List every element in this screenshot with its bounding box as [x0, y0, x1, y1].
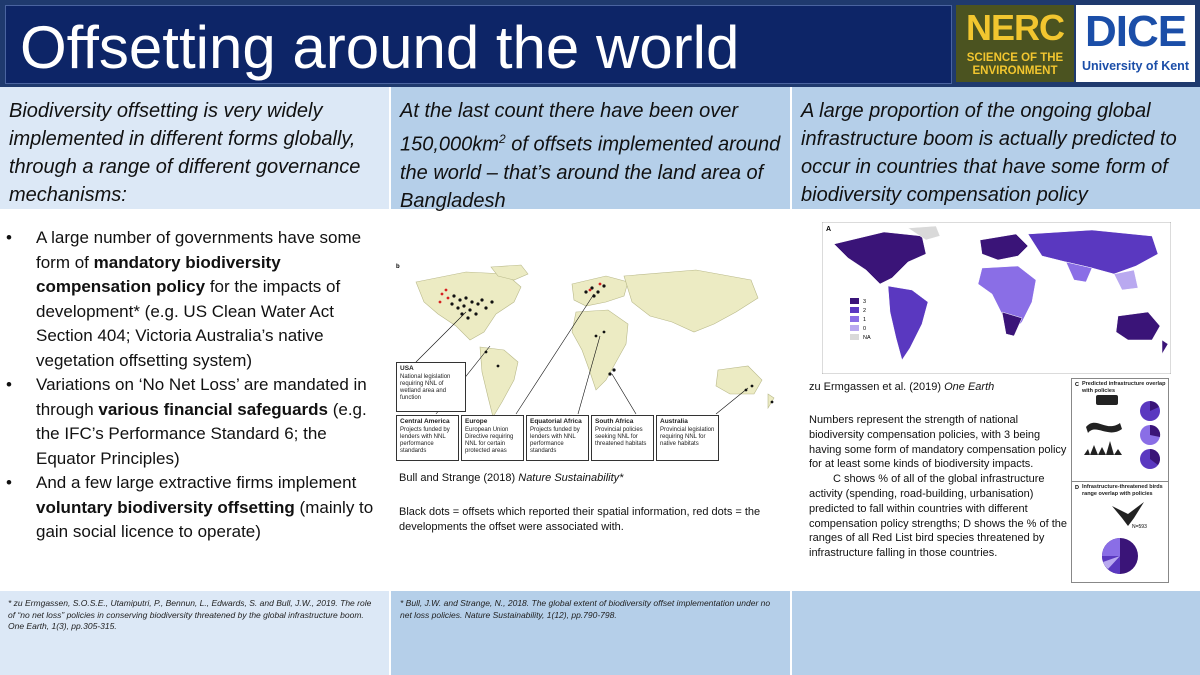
panel-letter-a: A — [826, 226, 832, 233]
north-america — [416, 272, 521, 340]
bullet-dot-icon: • — [6, 228, 12, 247]
offset-world-map-figure — [396, 262, 781, 462]
callout-box-south-africa — [591, 415, 654, 461]
bullet-text: (mainly to gain social licence to operate) — [36, 497, 374, 541]
callout-box-central-america — [396, 415, 459, 461]
column2-footnote: * Bull, J.W. and Strange, N., 2018. The global extent of biodiversity offset implementation under no net loss policies. Nature Sustainability, 1(12), pp.790-798. — [400, 598, 771, 620]
bullet-text: Variations on ‘No Net Loss’ are mandated in through — [36, 375, 367, 419]
australia — [716, 366, 762, 394]
africa — [572, 310, 628, 390]
callout-title: Central America — [400, 418, 450, 425]
callout-title: South Africa — [595, 418, 634, 425]
callout-box-australia — [656, 415, 719, 461]
panel-d-graphic — [1072, 482, 1168, 582]
panel-d-letter: D — [1075, 485, 1079, 491]
bullet-highlight: mandatory biodiversity compensation policy — [36, 252, 281, 296]
policy-strength-map-figure — [822, 222, 1171, 374]
dice-logo — [1076, 5, 1195, 82]
callout-text: Projects funded by lenders with NNL performance standards — [530, 427, 580, 454]
panel-d-pie — [1102, 538, 1138, 574]
panel-d-bird-range-overlap — [1071, 481, 1169, 583]
callout-title: Europe — [465, 418, 488, 425]
panel-c-infrastructure-overlap — [1071, 378, 1169, 482]
dice-logo-name: DICE — [1084, 7, 1187, 56]
caption-journal: One Earth — [944, 381, 995, 393]
column2-figure-caption — [399, 472, 623, 484]
europe — [572, 276, 628, 306]
caption-journal: Nature Sustainability* — [518, 472, 624, 484]
column2-intro-part2: of offsets implemented around the world – that’s around the land area of Bangladesh — [400, 133, 781, 212]
panel-c-icons — [1084, 395, 1122, 455]
legend-label: 3 — [863, 299, 867, 305]
world-map-policy-strength — [822, 222, 1171, 374]
legend-label: NA — [863, 335, 871, 341]
governance-bullet-list — [6, 226, 384, 545]
bullet-text: And a few large extractive firms implement — [36, 473, 357, 492]
panel-c-pies — [1140, 401, 1160, 469]
column3-footer — [792, 591, 1200, 675]
callout-box-equatorial-africa — [526, 415, 589, 461]
column3-intro-text: A large proportion of the ongoing global infrastructure boom is actually predicted to occur in countries that have some form of biodiversity compensation policy — [801, 100, 1177, 206]
callout-title: Equatorial Africa — [530, 418, 582, 425]
squared-superscript: 2 — [498, 132, 506, 146]
column1-intro-text: Biodiversity offsetting is very widely implemented in different forms globally, through a range of different governance mechanisms: — [9, 100, 361, 206]
callout-box-europe — [461, 415, 524, 461]
legend-label: 0 — [863, 326, 867, 332]
new-zealand — [768, 394, 774, 408]
panel-c-title: Predicted infrastructure overlap with policies — [1082, 381, 1166, 394]
bullet-item — [6, 373, 384, 471]
column1-footnote: * zu Ermgassen, S.O.S.E., Utamiputri, P., Bennun, L., Edwards, S. and Bull, J.W., 2019. The role of “no net loss” policies in conserving biodiversity threatened by the global infrastructure boom. One Earth, 1(3), pp.305-315. — [8, 598, 372, 631]
bullet-item — [6, 226, 384, 373]
callout-text: National legislation requiring NNL of wetland area and function — [400, 374, 451, 401]
callout-title: Australia — [660, 418, 688, 425]
asia — [624, 270, 758, 332]
continents — [416, 265, 774, 417]
column3-figure-notes — [809, 413, 1069, 561]
header-bar — [0, 0, 1200, 87]
panel-letter: b — [396, 264, 400, 270]
title-banner — [5, 5, 952, 84]
caption-authors: zu Ermgassen et al. (2019) — [809, 381, 945, 393]
bullet-item — [6, 471, 384, 545]
bullet-highlight: voluntary biodiversity offsetting — [36, 497, 295, 517]
panel-d-sample-size: N=593 — [1132, 524, 1147, 530]
page-title: Offsetting around the world — [20, 14, 740, 81]
column3-note-1: Numbers represent the strength of national biodiversity compensation policies, with 3 being having some form of mandatory compensation policy for at least some kinds of biodiversity impacts. — [809, 414, 1067, 471]
callout-title: USA — [400, 365, 414, 372]
column3-note-2: C shows % of all of the global infrastructure activity (spending, road-building, urbanisation) predicted to fall within countries with different compensation policy strengths; D shows the % of the ranges of all Red List bird species threatened by infrastructure falling in those countries. — [809, 473, 1068, 560]
panel-c-letter: C — [1075, 382, 1079, 388]
panel-c-graphic — [1072, 379, 1168, 481]
panel-d-title: Infrastructure-threatened birds range overlap with policies — [1082, 484, 1163, 497]
bullet-highlight: various financial safeguards — [98, 399, 328, 419]
column2-figure-note: Black dots = offsets which reported their spatial information, red dots = the developments the offset were associated with. — [399, 506, 761, 533]
bullet-dot-icon: • — [6, 375, 12, 394]
dice-logo-subtitle: University of Kent — [1082, 59, 1189, 73]
bullet-text: for the impacts of development* (e.g. US Clean Water Act Section 404; Victoria Australia’s native vegetation offsetting system) — [36, 277, 341, 370]
column-divider — [389, 87, 391, 675]
nerc-logo-name: NERC — [965, 7, 1064, 48]
bullet-text: A large number of governments have some form of — [36, 228, 362, 272]
nerc-logo-subtitle — [956, 52, 1074, 78]
callout-box-usa — [396, 362, 466, 412]
callout-text: Provincial legislation requiring NNL for native habitats — [660, 427, 715, 447]
bird-icon — [1112, 502, 1144, 526]
callout-text: Projects funded by lenders with NNL performance standards — [400, 427, 450, 454]
column-divider — [790, 87, 792, 675]
column2-intro-text — [400, 97, 785, 215]
bullet-dot-icon: • — [6, 473, 12, 492]
nerc-logo — [956, 5, 1074, 82]
south-america — [480, 347, 518, 417]
caption-authors: Bull and Strange (2018) — [399, 472, 519, 484]
column3-figure-caption — [809, 381, 994, 393]
bullet-text: (e.g. the IFC’s Performance Standard 6; the Equator Principles) — [36, 399, 367, 468]
legend-label: 2 — [863, 308, 867, 314]
callout-text: Provincial policies seeking NNL for threatened habitats — [595, 427, 647, 447]
nerc-sub-line2: ENVIRONMENT — [972, 65, 1058, 77]
legend-label: 1 — [863, 317, 867, 323]
column2-intro-part1: At the last count there have been over 150,000km — [400, 100, 738, 156]
callout-text: European Union Directive requiring NNL for certain protected areas — [465, 427, 514, 454]
nerc-sub-line1: SCIENCE OF THE — [966, 52, 1064, 64]
